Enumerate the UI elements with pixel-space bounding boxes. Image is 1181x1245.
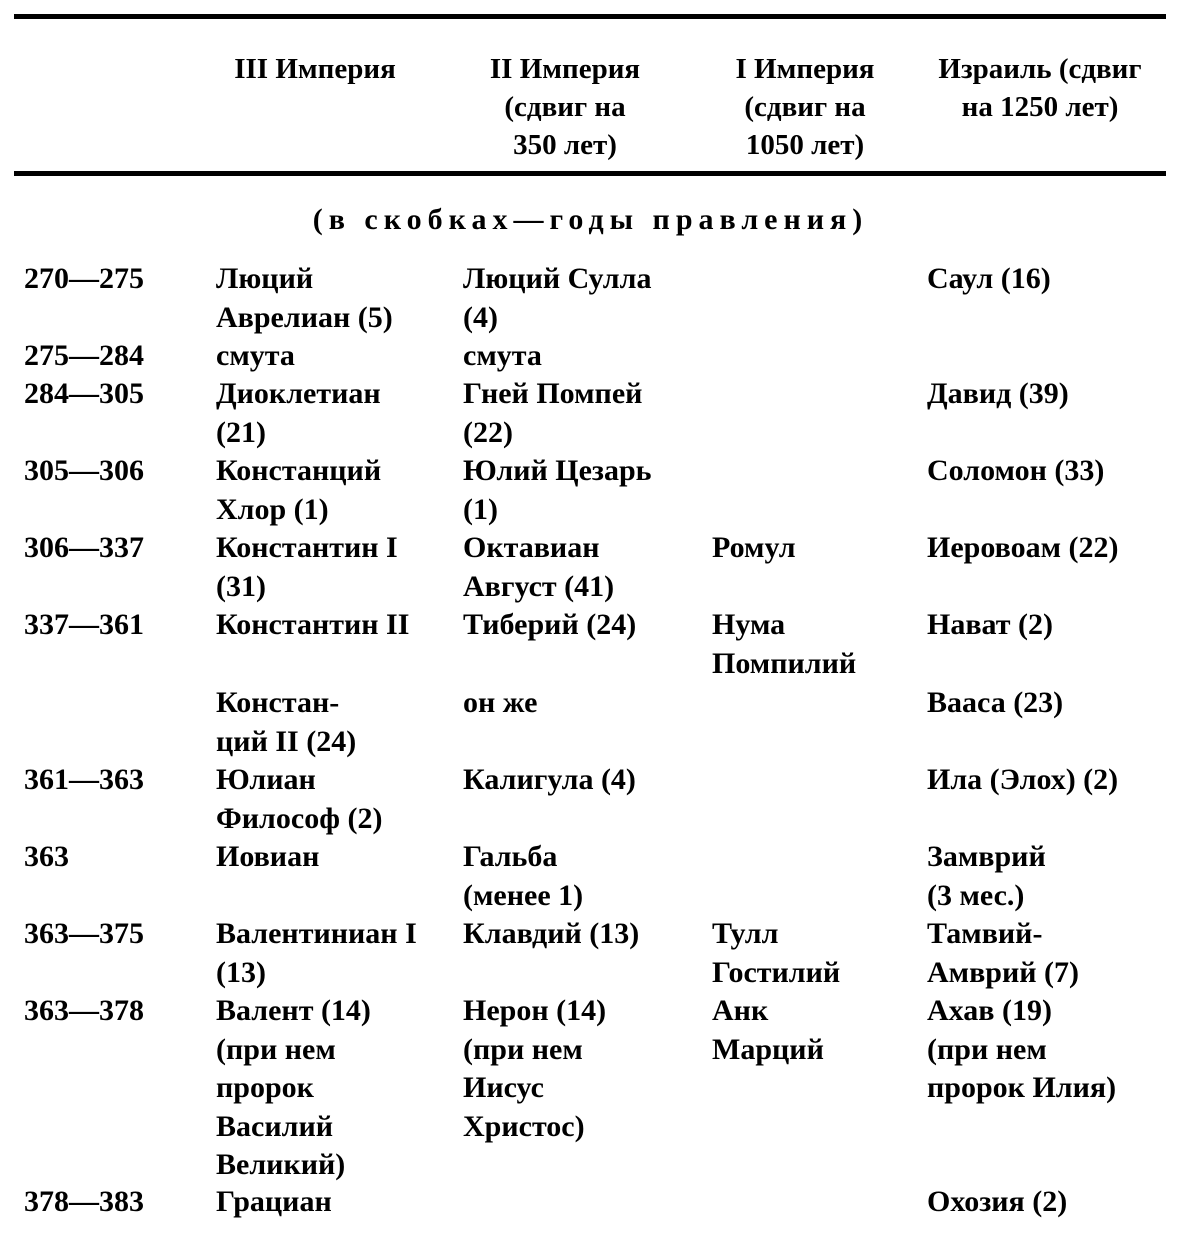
israel-cell: Ахав (19) (при нем пророк Илия): [927, 994, 1117, 1104]
years-cell: 337—361: [24, 608, 144, 641]
header-israel: Израиль (сдвиг на 1250 лет): [938, 53, 1142, 123]
first-empire-cell: Ромул: [712, 531, 796, 564]
israel-cell: Соломон (33): [927, 454, 1105, 487]
header-second-empire: II Империя (сдвиг на 350 лет): [489, 53, 641, 161]
second-empire-cell: смута: [463, 339, 542, 372]
years-cell: 363: [24, 840, 69, 873]
header-rule: [14, 171, 1166, 176]
years-cell: 284—305: [24, 377, 144, 410]
second-empire-cell: Клавдий (13): [463, 917, 640, 950]
third-empire-cell: Констанций Хлор (1): [216, 454, 382, 526]
second-empire-cell: Люций Сулла (4): [463, 262, 652, 334]
third-empire-cell: Диоклетиан (21): [216, 377, 381, 449]
header-third-empire: III Империя: [234, 53, 396, 85]
third-empire-cell: Грациан: [216, 1185, 332, 1218]
first-empire-cell: Тулл Гостилий: [712, 917, 841, 989]
second-empire-cell: Юлий Цезарь (1): [463, 454, 652, 526]
table-note: (в скобках—годы правления): [312, 203, 869, 236]
israel-cell: Саул (16): [927, 262, 1051, 295]
third-empire-cell: Люций Аврелиан (5): [216, 262, 393, 334]
second-empire-cell: Нерон (14) (при нем Иисус Христос): [463, 994, 607, 1143]
israel-cell: Охозия (2): [927, 1185, 1068, 1218]
years-cell: 378—383: [24, 1185, 144, 1218]
third-empire-cell: Иовиан: [216, 840, 320, 873]
second-empire-cell: Гней Помпей (22): [463, 377, 643, 449]
third-empire-cell: Валентиниан I (13): [216, 917, 417, 989]
header-first-empire: I Империя (сдвиг на 1050 лет): [735, 53, 875, 161]
second-empire-cell: Тиберий (24): [463, 608, 637, 641]
israel-cell: Замврий (3 мес.): [927, 840, 1046, 912]
years-cell: 305—306: [24, 454, 144, 487]
israel-cell: Тамвий- Амврий (7): [927, 917, 1080, 989]
first-empire-cell: Анк Марций: [712, 994, 824, 1066]
third-empire-cell: Константин II: [216, 608, 410, 641]
first-empire-cell: Нума Помпилий: [712, 608, 857, 680]
israel-cell: Вааса (23): [927, 686, 1064, 719]
second-empire-cell: Калигула (4): [463, 763, 636, 796]
israel-cell: Нават (2): [927, 608, 1053, 641]
third-empire-cell: Юлиан Философ (2): [216, 763, 383, 835]
years-cell: 363—375: [24, 917, 144, 950]
third-empire-cell: смута: [216, 339, 295, 372]
years-cell: 306—337: [24, 531, 144, 564]
israel-cell: Давид (39): [927, 377, 1069, 410]
years-cell: 363—378: [24, 994, 144, 1027]
second-empire-cell: он же: [463, 686, 538, 719]
second-empire-cell: Октавиан Август (41): [463, 531, 615, 603]
third-empire-cell: Валент (14) (при нем пророк Василий Великий): [216, 994, 371, 1181]
israel-cell: Иеровоам (22): [927, 531, 1119, 564]
years-cell: 270—275: [24, 262, 144, 295]
second-empire-cell: Гальба (менее 1): [463, 840, 584, 912]
third-empire-cell: Константин I (31): [216, 531, 398, 603]
years-cell: 361—363: [24, 763, 144, 796]
third-empire-cell: Констан- ций II (24): [216, 686, 357, 758]
top-rule: [14, 14, 1166, 19]
years-cell: 275—284: [24, 339, 144, 372]
israel-cell: Ила (Элох) (2): [927, 763, 1119, 796]
